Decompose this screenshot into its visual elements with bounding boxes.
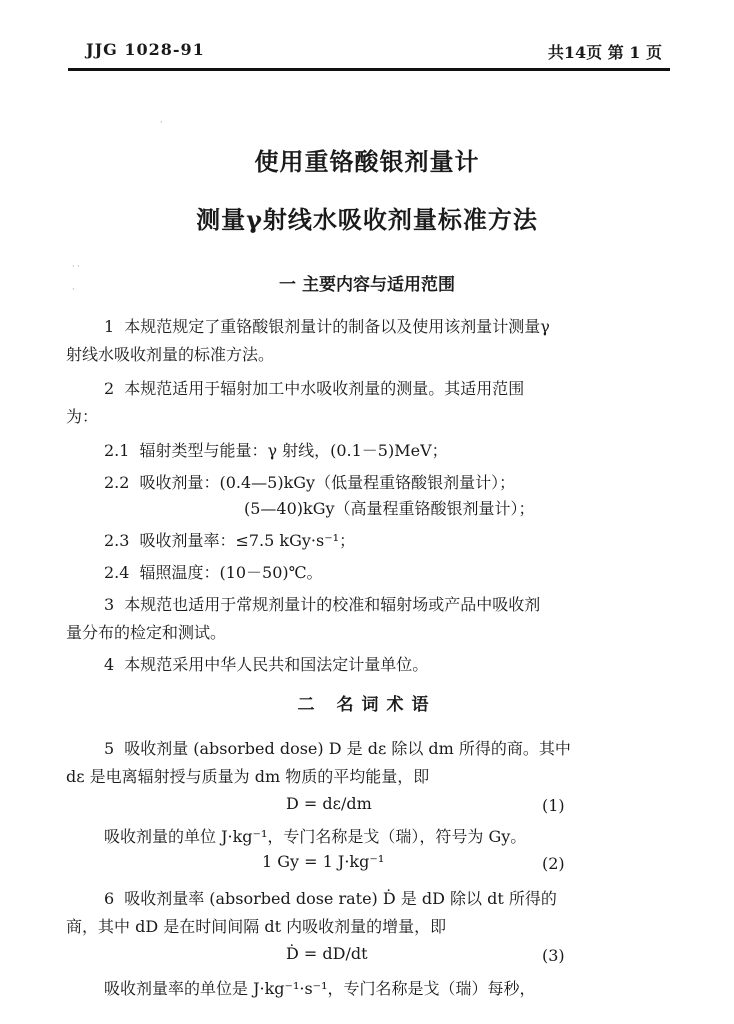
clause-2-line-1 <box>104 376 524 399</box>
clause-number: 2.4 <box>104 563 130 582</box>
equation-1: D = dε/dm <box>286 794 372 813</box>
clause-6-line-1 <box>104 886 557 909</box>
clause-number: 2.2 <box>104 473 130 492</box>
clause-text: 本规范采用中华人民共和国法定计量单位。 <box>124 655 429 674</box>
scan-speck: · · <box>72 262 80 271</box>
clause-number: 2.1 <box>104 441 130 460</box>
page-info: 共14页 第 1 页 <box>547 43 662 62</box>
clause-text: 本规范规定了重铬酸银剂量计的制备以及使用该剂量计测量γ <box>124 317 550 336</box>
clause-text: 吸收剂量率：≤7.5 kGy·s⁻¹； <box>139 531 356 550</box>
equation-3: Ḋ = dD/dt <box>286 944 368 963</box>
clause-6-line-3: 吸收剂量率的单位是 J·kg⁻¹·s⁻¹，专门名称是戈（瑞）每秒， <box>104 979 536 998</box>
scan-speck: · <box>160 118 163 127</box>
equation-2-label: (2) <box>542 854 565 873</box>
clause-text: 吸收剂量率 (absorbed dose rate) Ḋ 是 dD 除以 dt 所得的 <box>124 889 557 908</box>
clause-text: 辐照温度：(10－50)℃。 <box>139 563 323 582</box>
clause-4 <box>104 652 428 675</box>
equation-2: 1 Gy = 1 J·kg⁻¹ <box>262 852 385 871</box>
clause-number: 4 <box>104 655 115 674</box>
clause-2-3 <box>104 528 355 551</box>
header-rule <box>68 68 670 71</box>
clause-number: 6 <box>104 889 115 908</box>
equation-3-label: (3) <box>542 946 565 965</box>
clause-5-line-3: 吸收剂量的单位 J·kg⁻¹，专门名称是戈（瑞），符号为 Gy。 <box>104 827 527 846</box>
clause-text: 吸收剂量 (absorbed dose) D 是 dε 除以 dm 所得的商。其中 <box>124 739 571 758</box>
equation-1-label: (1) <box>542 796 565 815</box>
clause-2-line-2: 为： <box>66 407 99 426</box>
clause-5-line-2: dε 是电离辐射授与质量为 dm 物质的平均能量，即 <box>66 767 430 786</box>
clause-number: 5 <box>104 739 115 758</box>
document-code: JJG 1028-91 <box>86 40 205 59</box>
clause-1-line-2: 射线水吸收剂量的标准方法。 <box>66 345 275 364</box>
clause-number: 2.3 <box>104 531 130 550</box>
clause-text: 吸收剂量：(0.4—5)kGy（低量程重铬酸银剂量计）； <box>139 473 516 492</box>
section-1-heading: 一 主要内容与适用范围 <box>279 275 455 295</box>
title-line-2: 测量γ射线水吸收剂量标准方法 <box>196 205 538 234</box>
clause-number: 2 <box>104 379 115 398</box>
scan-speck: · <box>72 285 75 294</box>
clause-number: 1 <box>104 317 115 336</box>
clause-6-line-2: 商，其中 dD 是在时间间隔 dt 内吸收剂量的增量，即 <box>66 917 447 936</box>
clause-2-2 <box>104 470 515 493</box>
section-2-heading: 二 名词术语 <box>297 695 437 715</box>
clause-number: 3 <box>104 595 115 614</box>
clause-1-line-1 <box>104 314 550 337</box>
clause-2-1 <box>104 438 448 461</box>
clause-3-line-1 <box>104 592 540 615</box>
clause-text: 本规范适用于辐射加工中水吸收剂量的测量。其适用范围 <box>124 379 525 398</box>
title-line-1: 使用重铬酸银剂量计 <box>254 147 480 176</box>
clause-3-line-2: 量分布的检定和测试。 <box>66 623 227 642</box>
clause-text: 本规范也适用于常规剂量计的校准和辐射场或产品中吸收剂 <box>124 595 541 614</box>
clause-2-2-cont: (5—40)kGy（高量程重铬酸银剂量计）； <box>244 499 535 518</box>
clause-5-line-1 <box>104 736 571 759</box>
clause-2-4 <box>104 560 323 583</box>
clause-text: 辐射类型与能量：γ 射线，(0.1－5)MeV； <box>139 441 448 460</box>
